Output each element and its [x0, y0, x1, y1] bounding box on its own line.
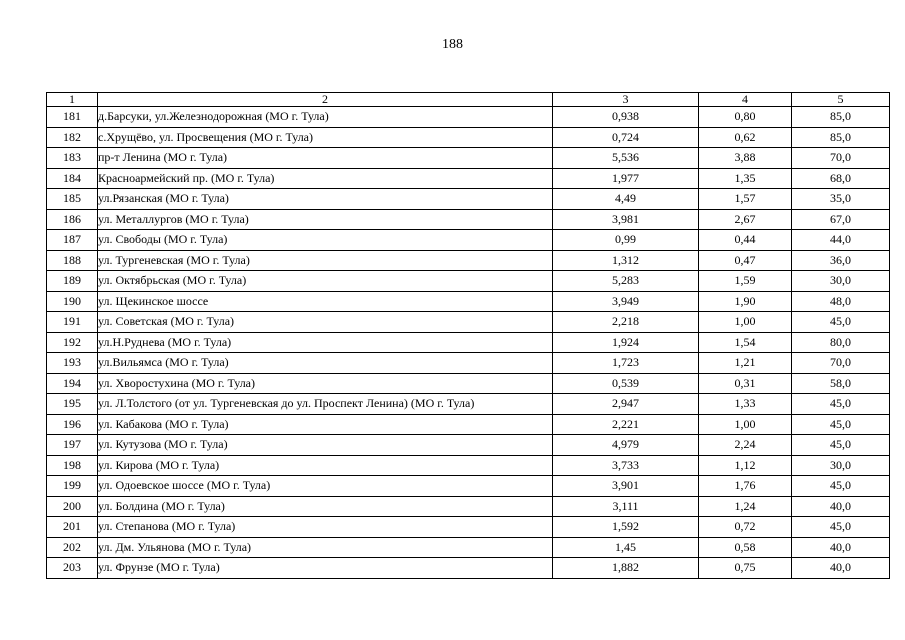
table-row: [47, 271, 890, 292]
value-col-4: 1,33: [699, 394, 792, 415]
value-col-3: 0,539: [553, 373, 699, 394]
table-row: [47, 435, 890, 456]
value-col-3: 3,111: [553, 496, 699, 517]
value-col-3: 4,979: [553, 435, 699, 456]
value-col-3: 3,949: [553, 291, 699, 312]
value-col-3: 2,947: [553, 394, 699, 415]
row-number: 196: [47, 414, 98, 435]
value-col-4: 1,00: [699, 312, 792, 333]
data-table: [46, 92, 890, 579]
table-row: [47, 209, 890, 230]
street-name: ул. Болдина (МО г. Тула): [98, 496, 553, 517]
value-col-3: 5,283: [553, 271, 699, 292]
value-col-3: 1,924: [553, 332, 699, 353]
value-col-3: 2,218: [553, 312, 699, 333]
value-col-3: 3,733: [553, 455, 699, 476]
table-row: [47, 107, 890, 128]
value-col-4: 1,12: [699, 455, 792, 476]
row-number: 187: [47, 230, 98, 251]
column-header-3: 3: [553, 93, 699, 107]
street-name: ул. Степанова (МО г. Тула): [98, 517, 553, 538]
value-col-3: 1,723: [553, 353, 699, 374]
street-name: ул. Хворостухина (МО г. Тула): [98, 373, 553, 394]
table-row: [47, 230, 890, 251]
table-row: [47, 394, 890, 415]
value-col-5: 40,0: [792, 496, 890, 517]
value-col-5: 30,0: [792, 271, 890, 292]
value-col-3: 1,312: [553, 250, 699, 271]
value-col-5: 70,0: [792, 148, 890, 169]
street-name: ул. Фрунзе (МО г. Тула): [98, 558, 553, 579]
value-col-5: 68,0: [792, 168, 890, 189]
value-col-4: 2,24: [699, 435, 792, 456]
row-number: 203: [47, 558, 98, 579]
row-number: 188: [47, 250, 98, 271]
street-name: ул. Щекинское шоссе: [98, 291, 553, 312]
row-number: 198: [47, 455, 98, 476]
value-col-5: 35,0: [792, 189, 890, 210]
value-col-3: 0,938: [553, 107, 699, 128]
row-number: 193: [47, 353, 98, 374]
table-row: [47, 189, 890, 210]
value-col-5: 45,0: [792, 394, 890, 415]
value-col-4: 0,80: [699, 107, 792, 128]
value-col-5: 45,0: [792, 517, 890, 538]
value-col-4: 1,76: [699, 476, 792, 497]
value-col-4: 1,21: [699, 353, 792, 374]
value-col-5: 45,0: [792, 414, 890, 435]
value-col-3: 0,724: [553, 127, 699, 148]
table-row: [47, 148, 890, 169]
value-col-3: 1,592: [553, 517, 699, 538]
street-name: ул. Дм. Ульянова (МО г. Тула): [98, 537, 553, 558]
value-col-4: 1,35: [699, 168, 792, 189]
street-name: ул. Свободы (МО г. Тула): [98, 230, 553, 251]
value-col-4: 0,75: [699, 558, 792, 579]
value-col-3: 1,45: [553, 537, 699, 558]
table-row: [47, 312, 890, 333]
street-name: д.Барсуки, ул.Железнодорожная (МО г. Тула): [98, 107, 553, 128]
value-col-4: 0,31: [699, 373, 792, 394]
street-name: с.Хрущёво, ул. Просвещения (МО г. Тула): [98, 127, 553, 148]
table-row: [47, 127, 890, 148]
row-number: 197: [47, 435, 98, 456]
value-col-3: 2,221: [553, 414, 699, 435]
row-number: 200: [47, 496, 98, 517]
street-name: ул. Л.Толстого (от ул. Тургеневская до ул. Проспект Ленина) (МО г. Тула): [98, 394, 553, 415]
street-name: ул.Рязанская (МО г. Тула): [98, 189, 553, 210]
street-name: ул. Октябрьская (МО г. Тула): [98, 271, 553, 292]
value-col-4: 1,90: [699, 291, 792, 312]
table-row: [47, 517, 890, 538]
table-row: [47, 496, 890, 517]
row-number: 185: [47, 189, 98, 210]
street-name: ул. Кутузова (МО г. Тула): [98, 435, 553, 456]
table-row: [47, 537, 890, 558]
page-number: 188: [442, 37, 463, 52]
value-col-3: 3,981: [553, 209, 699, 230]
value-col-5: 30,0: [792, 455, 890, 476]
column-header-1: 1: [47, 93, 98, 107]
column-header-5: 5: [792, 93, 890, 107]
value-col-5: 45,0: [792, 312, 890, 333]
row-number: 191: [47, 312, 98, 333]
value-col-3: 4,49: [553, 189, 699, 210]
value-col-5: 85,0: [792, 127, 890, 148]
value-col-5: 85,0: [792, 107, 890, 128]
table-row: [47, 250, 890, 271]
value-col-4: 0,44: [699, 230, 792, 251]
value-col-4: 3,88: [699, 148, 792, 169]
street-name: ул. Кабакова (МО г. Тула): [98, 414, 553, 435]
value-col-4: 1,24: [699, 496, 792, 517]
table-row: [47, 414, 890, 435]
row-number: 182: [47, 127, 98, 148]
street-name: ул.Н.Руднева (МО г. Тула): [98, 332, 553, 353]
street-name: ул. Кирова (МО г. Тула): [98, 455, 553, 476]
table-row: [47, 558, 890, 579]
value-col-4: 0,58: [699, 537, 792, 558]
value-col-5: 67,0: [792, 209, 890, 230]
street-name: ул.Вильямса (МО г. Тула): [98, 353, 553, 374]
table-row: [47, 291, 890, 312]
value-col-5: 70,0: [792, 353, 890, 374]
value-col-4: 1,57: [699, 189, 792, 210]
row-number: 189: [47, 271, 98, 292]
value-col-3: 5,536: [553, 148, 699, 169]
column-header-2: 2: [98, 93, 553, 107]
row-number: 186: [47, 209, 98, 230]
value-col-5: 80,0: [792, 332, 890, 353]
table-body: [47, 107, 890, 579]
street-name: Красноармейский пр. (МО г. Тула): [98, 168, 553, 189]
value-col-5: 58,0: [792, 373, 890, 394]
row-number: 201: [47, 517, 98, 538]
value-col-4: 1,00: [699, 414, 792, 435]
row-number: 181: [47, 107, 98, 128]
row-number: 190: [47, 291, 98, 312]
value-col-4: 1,54: [699, 332, 792, 353]
value-col-4: 0,47: [699, 250, 792, 271]
street-name: ул. Одоевское шоссе (МО г. Тула): [98, 476, 553, 497]
row-number: 194: [47, 373, 98, 394]
table-row: [47, 455, 890, 476]
row-number: 195: [47, 394, 98, 415]
value-col-5: 48,0: [792, 291, 890, 312]
table-row: [47, 168, 890, 189]
street-name: ул. Советская (МО г. Тула): [98, 312, 553, 333]
value-col-4: 1,59: [699, 271, 792, 292]
value-col-5: 40,0: [792, 558, 890, 579]
value-col-3: 1,882: [553, 558, 699, 579]
value-col-5: 45,0: [792, 435, 890, 456]
table-row: [47, 476, 890, 497]
column-header-4: 4: [699, 93, 792, 107]
value-col-4: 2,67: [699, 209, 792, 230]
value-col-5: 36,0: [792, 250, 890, 271]
table-row: [47, 353, 890, 374]
street-name: ул. Металлургов (МО г. Тула): [98, 209, 553, 230]
table-row: [47, 332, 890, 353]
table-header-row: [47, 93, 890, 107]
value-col-3: 0,99: [553, 230, 699, 251]
value-col-3: 3,901: [553, 476, 699, 497]
row-number: 202: [47, 537, 98, 558]
street-name: пр-т Ленина (МО г. Тула): [98, 148, 553, 169]
value-col-5: 45,0: [792, 476, 890, 497]
row-number: 183: [47, 148, 98, 169]
value-col-5: 40,0: [792, 537, 890, 558]
value-col-3: 1,977: [553, 168, 699, 189]
value-col-4: 0,62: [699, 127, 792, 148]
value-col-4: 0,72: [699, 517, 792, 538]
value-col-5: 44,0: [792, 230, 890, 251]
row-number: 184: [47, 168, 98, 189]
row-number: 192: [47, 332, 98, 353]
table-row: [47, 373, 890, 394]
street-name: ул. Тургеневская (МО г. Тула): [98, 250, 553, 271]
row-number: 199: [47, 476, 98, 497]
